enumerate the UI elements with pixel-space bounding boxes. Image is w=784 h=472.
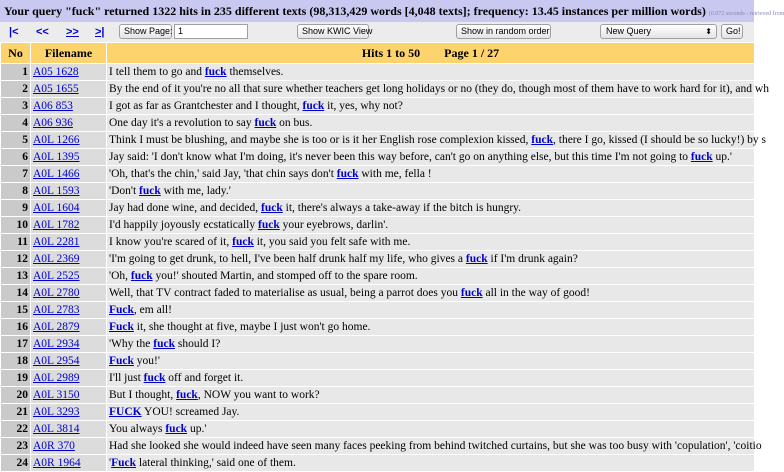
right-context: with me, lady.': [160, 185, 231, 197]
filename-cell: [31, 268, 107, 285]
concordance-line: [107, 132, 767, 149]
left-context: But I thought,: [109, 389, 177, 401]
node-word-link[interactable]: fuck: [257, 219, 280, 231]
table-row: [1, 149, 755, 166]
row-number: 9: [1, 200, 31, 217]
right-context: lateral thinking,' said one of them.: [136, 457, 296, 469]
concordance-line: [107, 387, 755, 404]
concordance-line: [107, 166, 755, 183]
table-row: [1, 234, 755, 251]
concordance-line: [107, 217, 755, 234]
filename-cell: [31, 149, 107, 166]
concordance-table: [0, 42, 769, 472]
left-context: I got as far as Grantchester and I thought,: [109, 100, 303, 112]
table-row: [1, 217, 755, 234]
table-row: [1, 268, 755, 285]
concordance-line: [107, 64, 755, 81]
concordance-rows: [1, 64, 769, 472]
table-row: [1, 251, 755, 268]
go-button[interactable]: Go!: [721, 24, 743, 39]
right-context: your eyebrows, darlin'.: [279, 219, 389, 231]
node-word-link[interactable]: fuck: [336, 168, 359, 180]
right-context: , NOW you want to work?: [197, 389, 320, 401]
node-word-link[interactable]: Fuck: [109, 355, 134, 367]
row-number: 13: [1, 268, 31, 285]
row-number: 11: [1, 234, 31, 251]
concordance-line: [107, 98, 755, 115]
concordance-line: [107, 183, 755, 200]
previous-page-link[interactable]: <<: [36, 26, 49, 38]
filename-link[interactable]: A0L 3293: [33, 406, 80, 418]
filename-link[interactable]: A0L 1604: [33, 202, 80, 214]
new-query-select[interactable]: [600, 24, 717, 39]
filename-link[interactable]: A0L 2934: [33, 338, 80, 350]
row-number: 10: [1, 217, 31, 234]
filename-link[interactable]: A06 853: [33, 100, 73, 112]
column-header-no: No: [1, 43, 31, 64]
table-row: [1, 132, 755, 149]
table-row: [1, 387, 755, 404]
table-row: [1, 438, 755, 455]
table-row: [1, 302, 755, 319]
filename-link[interactable]: A0L 2783: [33, 304, 80, 316]
left-context: Had she looked she would indeed have seen many faces peeking from behind twitched curtains, but she was too busy with 'copulation', 'coitio: [109, 440, 762, 452]
row-number: 18: [1, 353, 31, 370]
filename-link[interactable]: A0L 2780: [33, 287, 80, 299]
concordance-line: [107, 115, 755, 132]
row-number: 17: [1, 336, 31, 353]
navigation-toolbar: [0, 22, 754, 42]
node-word-link[interactable]: fuck: [465, 253, 488, 265]
filename-cell: [31, 183, 107, 200]
node-word-link[interactable]: fuck: [531, 134, 553, 146]
filename-cell: [31, 370, 107, 387]
table-row: [1, 370, 755, 387]
left-context: Well, that TV contract faded to materialise as usual, being a parrot does you: [109, 287, 461, 299]
query-timing: (0.072 seconds - retrieved from: [708, 11, 784, 17]
row-number: 6: [1, 149, 31, 166]
table-row: [1, 200, 755, 217]
filename-cell: [31, 421, 107, 438]
concordance-line: [107, 404, 755, 421]
filename-cell: [31, 200, 107, 217]
row-number: 23: [1, 438, 31, 455]
left-context: Jay had done wine, and decided,: [109, 202, 262, 214]
table-row: [1, 81, 755, 98]
right-context: off and forget it.: [165, 372, 244, 384]
filename-link[interactable]: A0L 1593: [33, 185, 80, 197]
node-word-link[interactable]: fuck: [176, 389, 198, 401]
left-context: ': [109, 457, 112, 469]
right-context: should I?: [174, 338, 221, 350]
concordance-line: [107, 353, 755, 370]
filename-cell: [31, 302, 107, 319]
query-result-banner: [0, 0, 784, 22]
right-context: up.': [712, 151, 732, 163]
page-number-input[interactable]: 1: [174, 24, 248, 39]
right-context: with me, fella !: [358, 168, 432, 180]
concordance-line: [107, 438, 762, 455]
row-number: 12: [1, 251, 31, 268]
page-indicator: Page 1 / 27: [444, 45, 500, 60]
hits-range: Hits 1 to 50: [361, 45, 421, 60]
concordance-line: [107, 200, 755, 217]
filename-cell: [31, 404, 107, 421]
row-number: 2: [1, 81, 31, 98]
table-row: [1, 285, 755, 302]
right-context: it, yes, why not?: [324, 100, 403, 112]
filename-cell: [31, 81, 107, 98]
filename-cell: [31, 285, 107, 302]
column-header-filename: Filename: [31, 43, 107, 64]
node-word-link[interactable]: fuck: [302, 100, 325, 112]
node-word-link[interactable]: fuck: [254, 117, 277, 129]
filename-link[interactable]: A0L 1266: [33, 134, 80, 146]
filename-cell: [31, 387, 107, 404]
row-number: 3: [1, 98, 31, 115]
right-context: themselves.: [226, 66, 284, 78]
filename-link[interactable]: A0L 3814: [33, 423, 80, 435]
filename-link[interactable]: A0L 1466: [33, 168, 80, 180]
concordance-line: [107, 319, 755, 336]
row-number: 5: [1, 132, 31, 149]
filename-link[interactable]: A0L 3150: [33, 389, 80, 401]
right-context: it, she thought at five, maybe I just won't go home.: [133, 321, 371, 333]
right-context: if I'm drunk again?: [487, 253, 578, 265]
filename-link[interactable]: A0L 2281: [33, 236, 80, 248]
filename-link[interactable]: A05 1655: [33, 83, 79, 95]
table-row: [1, 336, 755, 353]
left-context: By the end of it you're no all that sure whether teachers get long holidays or no (they do, though most of them have to work hard for it), and wh: [109, 83, 769, 95]
node-word-link[interactable]: fuck: [261, 202, 283, 214]
filename-link[interactable]: A05 1628: [33, 66, 79, 78]
query-summary: Your query "fuck" returned 1322 hits in 235 different texts (98,313,429 words [4,048 texts]; frequency: 13.45 instances per million words): [4, 4, 706, 18]
left-context: I'll just: [109, 372, 144, 384]
left-context: I'd happily joyously ecstatically: [109, 219, 258, 231]
node-word-link[interactable]: Fuck: [109, 304, 134, 316]
filename-cell: [31, 336, 107, 353]
filename-cell: [31, 251, 107, 268]
right-context: it, there's always a take-away if the bitch is hungry.: [282, 202, 522, 214]
right-context: you!' shouted Martin, and stomped off to the spare room.: [152, 270, 418, 282]
row-number: 20: [1, 387, 31, 404]
concordance-line: [107, 302, 755, 319]
filename-link[interactable]: A0L 1395: [33, 151, 80, 163]
filename-link[interactable]: A0R 370: [33, 440, 75, 452]
filename-link[interactable]: A0L 2369: [33, 253, 80, 265]
filename-cell: [31, 115, 107, 132]
node-word-link[interactable]: Fuck: [109, 321, 134, 333]
filename-link[interactable]: A0L 2989: [33, 372, 80, 384]
concordance-line: [107, 421, 755, 438]
right-context: on bus.: [276, 117, 313, 129]
right-context: , there I go, kissed (I should be so lucky!) by s: [553, 134, 767, 146]
table-row: [1, 64, 755, 81]
node-word-link[interactable]: fuck: [232, 236, 254, 248]
row-number: 16: [1, 319, 31, 336]
random-order-button[interactable]: Show in random order: [456, 24, 551, 39]
concordance-line: [107, 370, 755, 387]
node-word-link[interactable]: FUCK: [109, 406, 142, 418]
right-context: all in the way of good!: [482, 287, 590, 299]
node-word-link[interactable]: fuck: [139, 185, 161, 197]
right-context: you!': [133, 355, 160, 367]
filename-link[interactable]: A0L 2525: [33, 270, 80, 282]
left-context: I tell them to go and: [109, 66, 205, 78]
node-word-link[interactable]: fuck: [690, 151, 713, 163]
filename-cell: [31, 438, 107, 455]
left-context: One day it's a revolution to say: [109, 117, 255, 129]
left-context: 'Don't: [109, 185, 140, 197]
filename-cell: [31, 166, 107, 183]
node-word-link[interactable]: fuck: [460, 287, 483, 299]
filename-cell: [31, 98, 107, 115]
filename-link[interactable]: A0L 1782: [33, 219, 80, 231]
filename-link[interactable]: A0L 2954: [33, 355, 80, 367]
concordance-line: [107, 81, 769, 98]
hits-page-info: [107, 43, 755, 64]
table-row: [1, 115, 755, 132]
left-context: Jay said: 'I don't know what I'm doing, it's never been this way before, can't go on anything else, but this time I'm not going to: [109, 151, 691, 163]
first-page-link[interactable]: |<: [9, 26, 19, 38]
concordance-line: [107, 455, 755, 472]
concordance-line: [107, 285, 755, 302]
table-row: [1, 166, 755, 183]
filename-cell: [31, 319, 107, 336]
concordance-line: [107, 251, 755, 268]
filename-cell: [31, 64, 107, 81]
concordance-line: [107, 149, 755, 166]
row-number: 4: [1, 115, 31, 132]
row-number: 1: [1, 64, 31, 81]
row-number: 24: [1, 455, 31, 472]
node-word-link[interactable]: fuck: [153, 338, 175, 350]
table-row: [1, 183, 755, 200]
left-context: Think I must be blushing, and maybe she is too or is it her English rose complexion kissed,: [109, 134, 532, 146]
node-word-link[interactable]: fuck: [204, 66, 227, 78]
show-page-button[interactable]: Show Page:: [119, 24, 172, 39]
table-header-row: [1, 43, 755, 64]
left-context: You always: [109, 423, 166, 435]
row-number: 22: [1, 421, 31, 438]
left-context: I know you're scared of it,: [109, 236, 233, 248]
table-row: [1, 421, 755, 438]
table-row: [1, 455, 755, 472]
select-arrows-icon: ⬍: [705, 27, 712, 36]
concordance-line: [107, 234, 755, 251]
concordance-line: [107, 268, 755, 285]
node-word-link[interactable]: fuck: [143, 372, 166, 384]
node-word-link[interactable]: fuck: [130, 270, 153, 282]
row-number: 19: [1, 370, 31, 387]
right-context: up.': [187, 423, 207, 435]
filename-cell: [31, 234, 107, 251]
node-word-link[interactable]: Fuck: [111, 457, 136, 469]
table-row: [1, 319, 755, 336]
left-context: 'Why the: [109, 338, 154, 350]
table-row: [1, 404, 755, 421]
concordance-line: [107, 336, 755, 353]
table-row: [1, 98, 755, 115]
new-query-selected-value: New Query: [606, 26, 652, 36]
kwic-view-button[interactable]: Show KWIC View: [297, 24, 369, 39]
row-number: 21: [1, 404, 31, 421]
right-context: YOU! screamed Jay.: [141, 406, 240, 418]
right-context: , em all!: [133, 304, 172, 316]
left-context: 'Oh,: [109, 270, 131, 282]
right-context: it, you said you felt safe with me.: [253, 236, 411, 248]
filename-cell: [31, 455, 107, 472]
left-context: 'I'm going to get drunk, to hell, I've been half drunk half my life, who gives a: [109, 253, 466, 265]
left-context: 'Oh, that's the chin,' said Jay, 'that chin says don't: [109, 168, 337, 180]
filename-link[interactable]: A0R 1964: [33, 457, 81, 469]
filename-cell: [31, 353, 107, 370]
filename-link[interactable]: A06 936: [33, 117, 73, 129]
row-number: 14: [1, 285, 31, 302]
next-page-link[interactable]: >>: [66, 26, 79, 38]
node-word-link[interactable]: fuck: [165, 423, 188, 435]
filename-cell: [31, 217, 107, 234]
last-page-link[interactable]: >|: [95, 26, 105, 38]
row-number: 7: [1, 166, 31, 183]
filename-cell: [31, 132, 107, 149]
filename-link[interactable]: A0L 2879: [33, 321, 80, 333]
row-number: 8: [1, 183, 31, 200]
row-number: 15: [1, 302, 31, 319]
table-row: [1, 353, 755, 370]
